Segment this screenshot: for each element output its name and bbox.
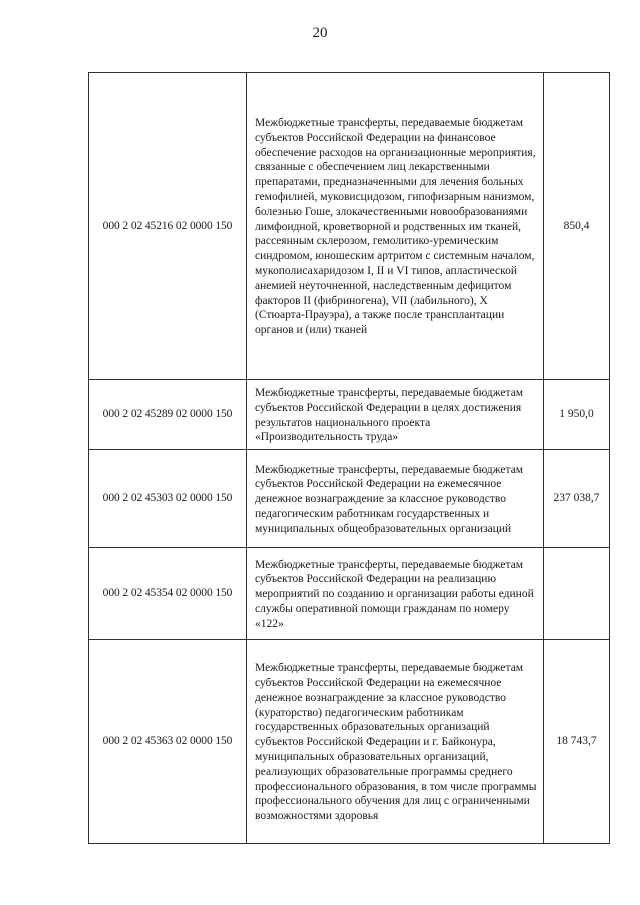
budget-code-cell: 000 2 02 45289 02 0000 150: [89, 380, 247, 450]
table-row: [89, 450, 610, 548]
budget-code-cell: 000 2 02 45354 02 0000 150: [89, 548, 247, 640]
table-row: [89, 73, 610, 380]
description-cell: Межбюджетные трансферты, передаваемые бюджетам субъектов Российской Федерации на ежемесячное денежное вознаграждение за классное руководство педагогическим работникам государственных и муниципальных общеобразовательных организаций: [247, 450, 544, 548]
amount-cell: [544, 548, 610, 640]
description-cell: Межбюджетные трансферты, передаваемые бюджетам субъектов Российской Федерации на ежемесячное денежное вознаграждение за классное руководство (кураторство) педагогическим работникам государственных образовательных организаций субъектов Российской Федерации и г. Байконура, муниципальных образовательных организаций, реализующих образовательные программы среднего профессионального образования, в том числе программы профессионального обучения для лиц с ограниченными возможностями здоровья: [247, 640, 544, 844]
table-row: [89, 380, 610, 450]
table-row: [89, 548, 610, 640]
page-number: 20: [312, 25, 328, 41]
description-cell: Межбюджетные трансферты, передаваемые бюджетам субъектов Российской Федерации в целях достижения результатов национального проекта «Производительность труда»: [247, 380, 544, 450]
budget-code-cell: 000 2 02 45363 02 0000 150: [89, 640, 247, 844]
amount-cell: 18 743,7: [544, 640, 610, 844]
table-row: [89, 640, 610, 844]
budget-table: [88, 72, 610, 844]
budget-code-cell: 000 2 02 45303 02 0000 150: [89, 450, 247, 548]
amount-cell: 237 038,7: [544, 450, 610, 548]
description-cell: Межбюджетные трансферты, передаваемые бюджетам субъектов Российской Федерации на финансовое обеспечение расходов на организационные мероприятия, связанные с обеспечением лиц лекарственными препаратами, предназначенными для лечения больных гемофилией, муковисцидозом, гипофизарным нанизмом, болезнью Гоше, злокачественными новообразованиями лимфоидной, кроветворной и родственных им тканей, рассеянным склерозом, гемолитико-уремическим синдромом, юношеским артритом с системным началом, мукополисахаридозом I, II и VI типов, апластической анемией неуточненной, наследственным дефицитом факторов II (фибриногена), VII (лабильного), X (Стюарта-Прауэра), а также после трансплантации органов и (или) тканей: [247, 73, 544, 380]
amount-cell: 1 950,0: [544, 380, 610, 450]
description-cell: Межбюджетные трансферты, передаваемые бюджетам субъектов Российской Федерации на реализацию мероприятий по созданию и организации работы единой службы оперативной помощи гражданам по номеру «122»: [247, 548, 544, 640]
amount-cell: 850,4: [544, 73, 610, 380]
budget-code-cell: 000 2 02 45216 02 0000 150: [89, 73, 247, 380]
